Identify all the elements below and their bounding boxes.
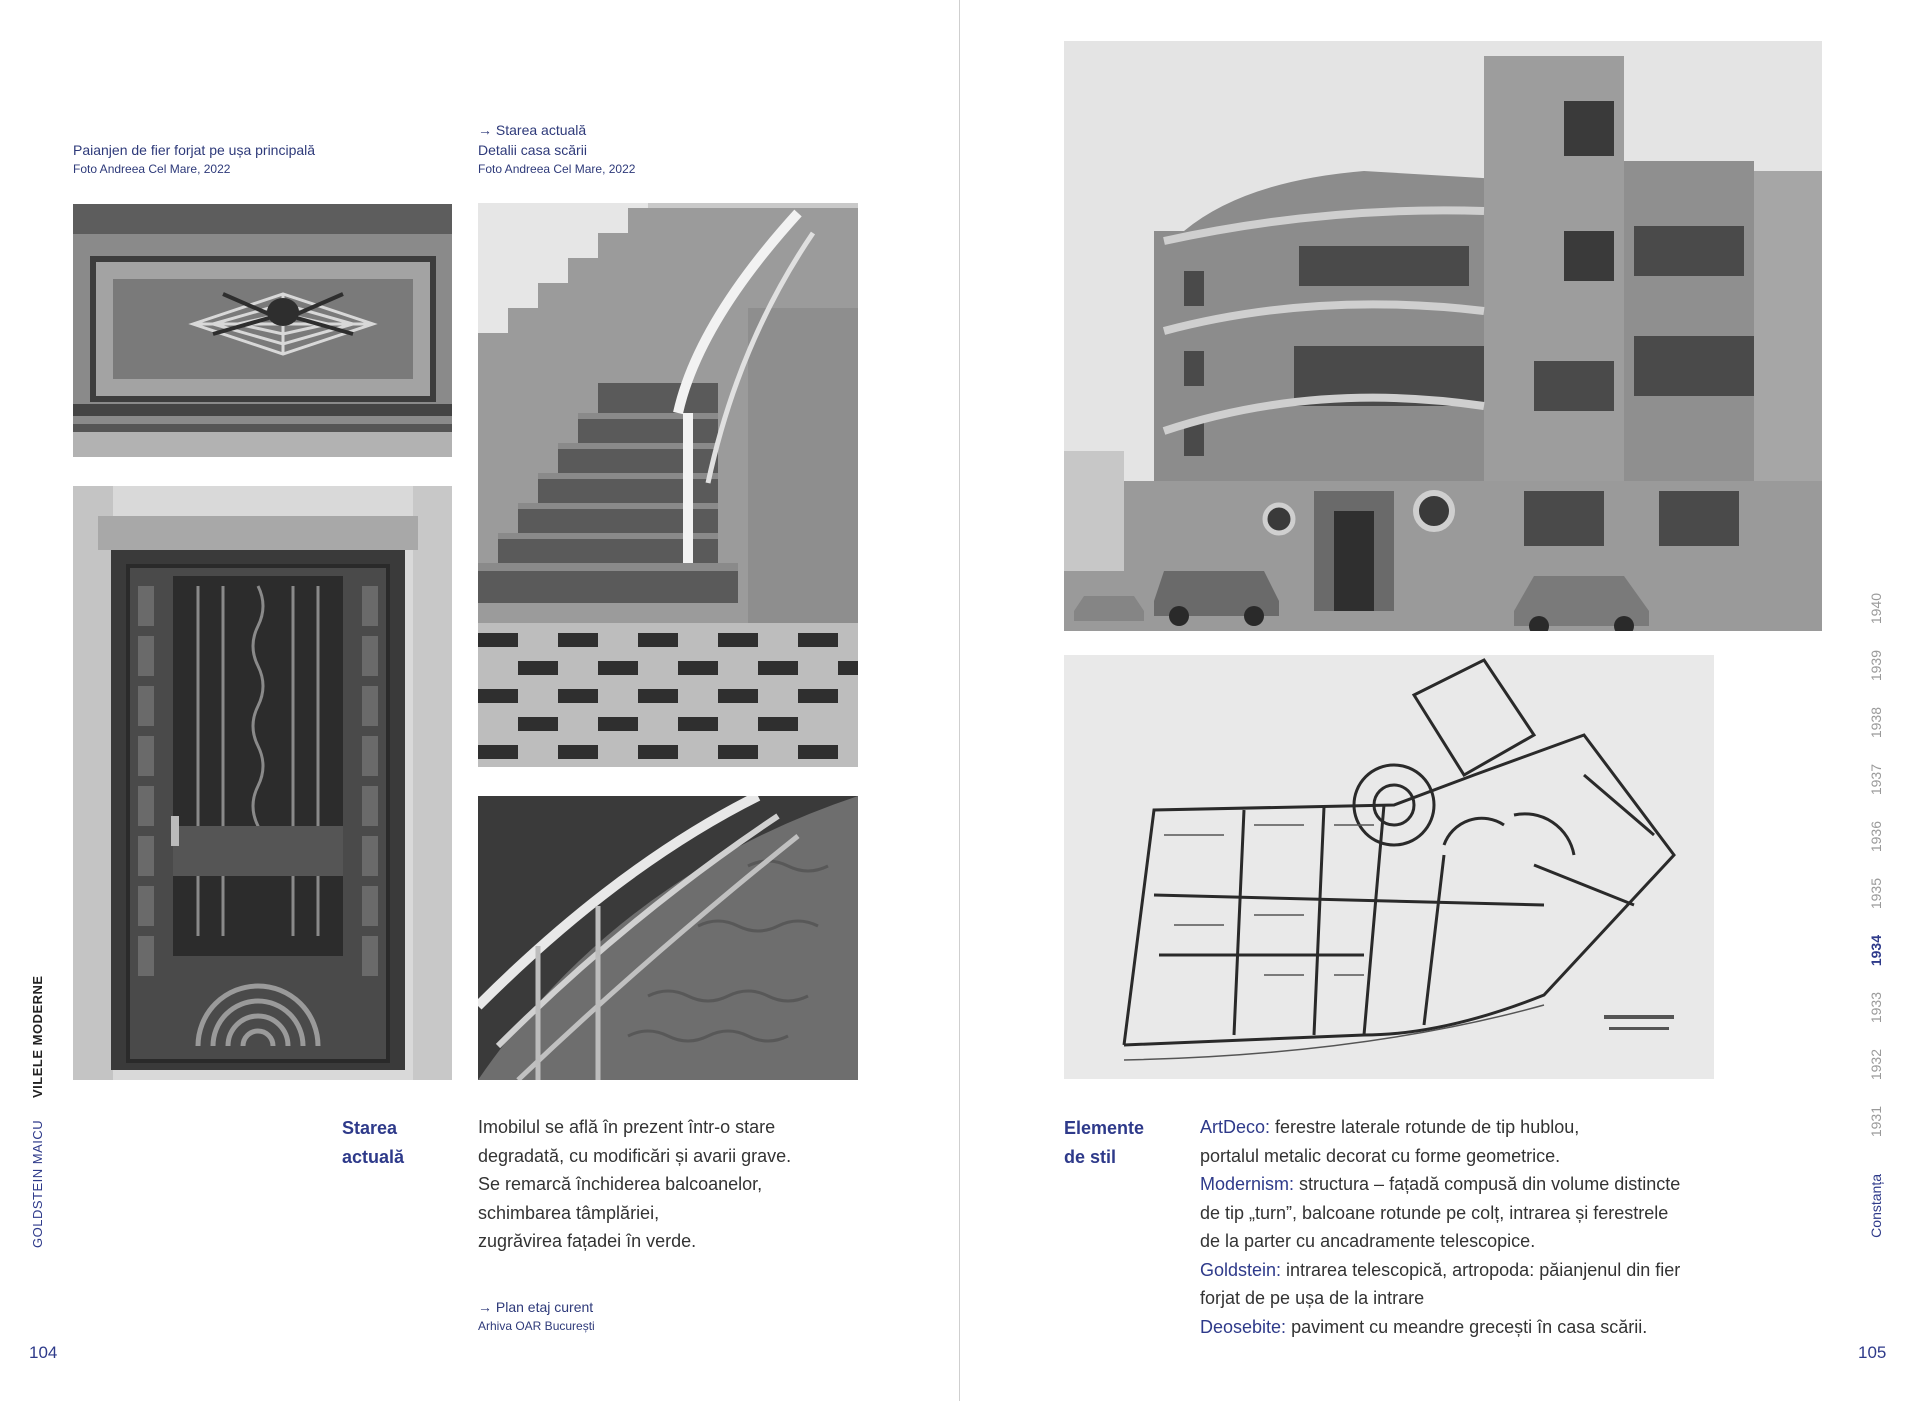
caption-plan [478, 1297, 595, 1335]
style-text: forjat de pe ușa de la intrare [1200, 1288, 1425, 1308]
timeline-year-1938[interactable]: 1938 [1868, 707, 1884, 739]
style-keyword: ArtDeco: [1200, 1117, 1271, 1137]
section-heading-state-line2: actuală [342, 1147, 405, 1167]
caption-stairs [478, 120, 635, 178]
section-heading-style-line1: Elemente [1064, 1118, 1145, 1138]
caption-stairs-title: → Starea actuală [478, 122, 587, 138]
state-line: schimbarea tâmplăriei, [478, 1202, 660, 1223]
section-heading-state-line1: Starea [342, 1118, 398, 1138]
style-line [1200, 1256, 1680, 1285]
state-description [478, 1113, 791, 1256]
style-line [1200, 1170, 1680, 1199]
caption-stairs-credit: Foto Andreea Cel Mare, 2022 [478, 162, 636, 176]
style-keyword: Modernism: [1200, 1174, 1295, 1194]
timeline-year-1940[interactable]: 1940 [1868, 593, 1884, 625]
timeline-year-1936[interactable]: 1936 [1868, 821, 1884, 853]
caption-spider [73, 140, 315, 178]
timeline-year-1933[interactable]: 1933 [1868, 992, 1884, 1024]
timeline-year-1935[interactable]: 1935 [1868, 878, 1884, 910]
caption-spider-title: Paianjen de fier forjat pe ușa principală [73, 142, 316, 158]
section-heading-style [1064, 1114, 1144, 1172]
state-line: degradată, cu modificări și avarii grave. [478, 1145, 792, 1166]
section-heading-state [342, 1114, 404, 1172]
style-text: ferestre laterale rotunde de tip hublou, [1270, 1117, 1580, 1137]
timeline-year-1934-active[interactable]: 1934 [1868, 935, 1884, 967]
timeline-year-1931[interactable]: 1931 [1868, 1106, 1884, 1138]
style-line [1200, 1313, 1680, 1342]
state-line: zugrăvirea fațadei în verde. [478, 1231, 697, 1251]
building-exterior-photo [1064, 41, 1822, 631]
floor-plan-drawing [1064, 655, 1714, 1079]
style-text: intrarea telescopică, artropoda: păianjenul din fier [1281, 1259, 1681, 1280]
caption-plan-credit: Arhiva OAR București [478, 1319, 595, 1333]
page-number-left: 104 [29, 1343, 58, 1362]
timeline-city-label: Constanța [1868, 1174, 1884, 1238]
spine-label-authors: GOLDSTEIN MAICU [30, 1119, 45, 1248]
style-text: portalul metalic decorat cu forme geometrice. [1200, 1145, 1561, 1166]
timeline-year-1932[interactable]: 1932 [1868, 1049, 1884, 1081]
caption-plan-title: → Plan etaj curent [478, 1299, 594, 1315]
style-text: structura – fațadă compusă din volume distincte [1294, 1174, 1681, 1194]
style-keyword: Goldstein: [1200, 1259, 1282, 1280]
spider-detail-photo [73, 204, 452, 457]
page-number-right: 105 [1858, 1343, 1887, 1362]
style-line [1200, 1284, 1680, 1313]
caption-spider-credit: Foto Andreea Cel Mare, 2022 [73, 162, 231, 176]
handrail-detail-photo [478, 796, 858, 1080]
style-line [1200, 1142, 1680, 1171]
spine-label-chapter: VILELE MODERNE [30, 975, 45, 1098]
state-line: Imobilul se află în prezent într-o stare [478, 1117, 776, 1137]
timeline-year-1939[interactable]: 1939 [1868, 650, 1884, 682]
book-spine-divider [959, 0, 960, 1401]
style-text: paviment cu meandre grecești în casa scării. [1286, 1316, 1648, 1337]
front-door-photo [73, 486, 452, 1080]
caption-stairs-subtitle: Detalii casa scării [478, 142, 587, 158]
style-elements-description [1200, 1113, 1680, 1341]
timeline-year-1937[interactable]: 1937 [1868, 764, 1884, 796]
staircase-photo [478, 203, 858, 767]
style-line [1200, 1113, 1680, 1142]
style-line [1200, 1227, 1680, 1256]
section-heading-style-line2: de stil [1064, 1147, 1117, 1167]
style-keyword: Deosebite: [1200, 1316, 1287, 1337]
style-text: de tip „turn”, balcoane rotunde pe colț, intrarea și ferestrele [1200, 1202, 1669, 1223]
state-line: Se remarcă închiderea balcoanelor, [478, 1174, 763, 1194]
style-text: de la parter cu ancadramente telescopice. [1200, 1231, 1536, 1251]
style-line [1200, 1199, 1680, 1228]
